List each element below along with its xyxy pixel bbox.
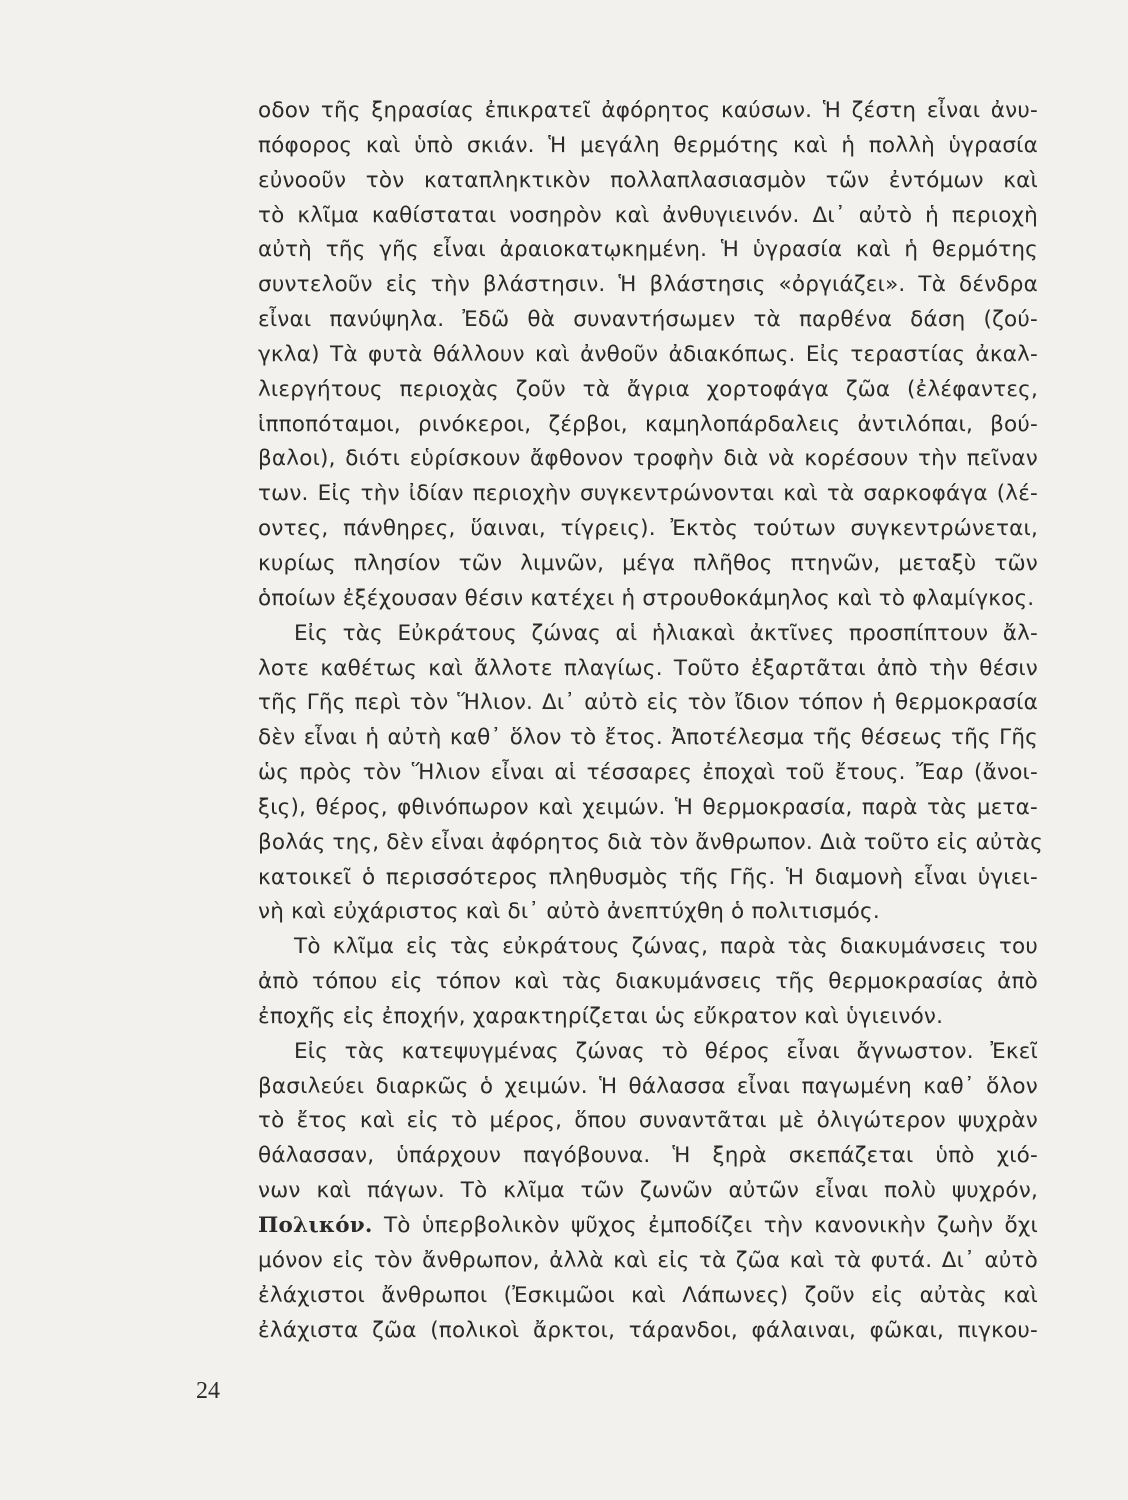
text-line: λιεργήτους περιοχὰς ζοῦν τὰ ἄγρια χορτοφάγα ζῶα (ἐλέφαντες, xyxy=(258,376,1038,402)
body-text xyxy=(258,94,1043,1348)
text-line: βαλοι), διότι εὑρίσκουν ἄφθονον τροφὴν διὰ νὰ κορέσουν τὴν πεῖναν xyxy=(258,446,1038,472)
text-line: ἀπὸ τόπου εἰς τόπον καὶ τὰς διακυμάνσεις τῆς θερμοκρασίας ἀπὸ xyxy=(258,969,1038,995)
text-line: βασιλεύει διαρκῶς ὁ χειμών. Ἡ θάλασσα εἶναι παγωμένη καθ᾽ ὅλον xyxy=(258,1073,1038,1099)
text-line: πόφορος καὶ ὑπὸ σκιάν. Ἡ μεγάλη θερμότης καὶ ἡ πολλὴ ὑγρασία xyxy=(258,132,1038,158)
text-line: οδον τῆς ξηρασίας ἐπικρατεῖ ἀφόρητος καύσων. Ἡ ζέστη εἶναι ἀνυ- xyxy=(258,98,1038,123)
text-line: ξις), θέρος, φθινόπωρον καὶ χειμών. Ἡ θερμοκρασία, παρὰ τὰς μετα- xyxy=(258,794,1038,820)
text-line: Εἰς τὰς Εὐκράτους ζώνας αἱ ἡλιακαὶ ἀκτῖνες προσπίπτουν ἄλ- xyxy=(294,620,1038,646)
text-line: λοτε καθέτως καὶ ἄλλοτε πλαγίως. Τοῦτο ἐξαρτᾶται ἀπὸ τὴν θέσιν xyxy=(258,655,1038,681)
text-line: ἱπποπόταμοι, ρινόκεροι, ζέρβοι, καμηλοπάρδαλεις ἀντιλόπαι, βού- xyxy=(258,411,1038,437)
text-line: ὁποίων ἐξέχουσαν θέσιν κατέχει ἡ στρουθοκάμηλος καὶ τὸ φλαμίγκος. xyxy=(258,585,1035,611)
text-line: εὐνοοῦν τὸν καταπληκτικὸν πολλαπλασιασμὸν τῶν ἐντόμων καὶ xyxy=(258,167,1038,193)
text-line: τὸ κλῖμα καθίσταται νοσηρὸν καὶ ἀνθυγιεινόν. Δι᾽ αὐτὸ ἡ περιοχὴ xyxy=(258,202,1038,228)
text-line: ἐλάχιστοι ἄνθρωποι (Ἐσκιμῶοι καὶ Λάπωνες) ζοῦν εἰς αὐτὰς καὶ xyxy=(258,1282,1038,1308)
text-line: αὐτὴ τῆς γῆς εἶναι ἀραιοκατῳκημένη. Ἡ ὑγρασία καὶ ἡ θερμότης xyxy=(258,237,1038,263)
text-line: βολάς της, δὲν εἶναι ἀφόρητος διὰ τὸν ἄνθρωπον. Διὰ τοῦτο εἰς αὐτὰς xyxy=(258,829,1043,855)
text-line: δὲν εἶναι ἡ αὐτὴ καθ᾽ ὅλον τὸ ἔτος. Ἀποτέλεσμα τῆς θέσεως τῆς Γῆς xyxy=(258,725,1038,751)
text-line: Εἰς τὰς κατεψυγμένας ζώνας τὸ θέρος εἶναι ἄγνωστον. Ἐκεῖ xyxy=(294,1038,1038,1064)
paragraph-temperate-climate xyxy=(258,930,1038,1035)
text-segment: Τὸ ὑπερβολικὸν ψῦχος ἐμποδίζει τὴν κανονικὴν ζωὴν ὄχι xyxy=(372,1213,1038,1238)
text-line: ὡς πρὸς τὸν Ἥλιον εἶναι αἱ τέσσαρες ἐποχαὶ τοῦ ἔτους. Ἔαρ (ἄνοι- xyxy=(258,760,1038,786)
text-line: εἶναι πανύψηλα. Ἐδῶ θὰ συναντήσωμεν τὰ παρθένα δάση (ζού- xyxy=(258,307,1038,333)
paragraph-frigid xyxy=(258,1035,1038,1349)
bold-term: Πολικόν. xyxy=(258,1213,373,1238)
text-line: ἐποχῆς εἰς ἐποχήν, χαρακτηρίζεται ὡς εὔκρατον καὶ ὑγιεινόν. xyxy=(258,1003,944,1029)
text-line: γκλα) Τὰ φυτὰ θάλλουν καὶ ἀνθοῦν ἀδιακόπως. Εἰς τεραστίας ἀκαλ- xyxy=(258,341,1038,367)
text-line: θάλασσαν, ὑπάρχουν παγόβουνα. Ἡ ξηρὰ σκεπάζεται ὑπὸ χιό- xyxy=(258,1143,1038,1169)
paragraph-temperate xyxy=(258,617,1043,931)
text-line: Τὸ κλῖμα εἰς τὰς εὐκράτους ζώνας, παρὰ τὰς διακυμάνσεις του xyxy=(294,934,1038,960)
text-line: τῆς Γῆς περὶ τὸν Ἥλιον. Δι᾽ αὐτὸ εἰς τὸν ἴδιον τόπον ἡ θερμοκρασία xyxy=(258,690,1038,716)
text-line: νων καὶ πάγων. Τὸ κλῖμα τῶν ζωνῶν αὐτῶν εἶναι πολὺ ψυχρόν, xyxy=(258,1178,1038,1204)
text-line: μόνον εἰς τὸν ἄνθρωπον, ἀλλὰ καὶ εἰς τὰ ζῶα καὶ τὰ φυτά. Δι᾽ αὐτὸ xyxy=(258,1247,1038,1273)
paragraph-tropical xyxy=(258,94,1038,617)
page-number: 24 xyxy=(196,1378,220,1404)
text-line: κατοικεῖ ὁ περισσότερος πληθυσμὸς τῆς Γῆς. Ἡ διαμονὴ εἶναι ὑγιει- xyxy=(258,864,1038,890)
text-line: τὸ ἔτος καὶ εἰς τὸ μέρος, ὅπου συναντᾶται μὲ ὀλιγώτερον ψυχρὰν xyxy=(258,1108,1038,1134)
text-line: νὴ καὶ εὐχάριστος καὶ δι᾽ αὐτὸ ἀνεπτύχθη ὁ πολιτισμός. xyxy=(258,899,880,925)
text-line: κυρίως πλησίον τῶν λιμνῶν, μέγα πλῆθος πτηνῶν, μεταξὺ τῶν xyxy=(258,550,1038,576)
text-line: των. Εἰς τὴν ἰδίαν περιοχὴν συγκεντρώνονται καὶ τὰ σαρκοφάγα (λέ- xyxy=(258,481,1038,507)
text-line: συντελοῦν εἰς τὴν βλάστησιν. Ἡ βλάστησις «ὀργιάζει». Τὰ δένδρα xyxy=(258,272,1038,298)
text-line-with-bold xyxy=(258,1209,1038,1244)
text-line: οντες, πάνθηρες, ὕαιναι, τίγρεις). Ἐκτὸς τούτων συγκεντρώνεται, xyxy=(258,516,1038,542)
text-line: ἐλάχιστα ζῶα (πολικοὶ ἄρκτοι, τάρανδοι, φάλαιναι, φῶκαι, πιγκου- xyxy=(258,1317,1038,1343)
